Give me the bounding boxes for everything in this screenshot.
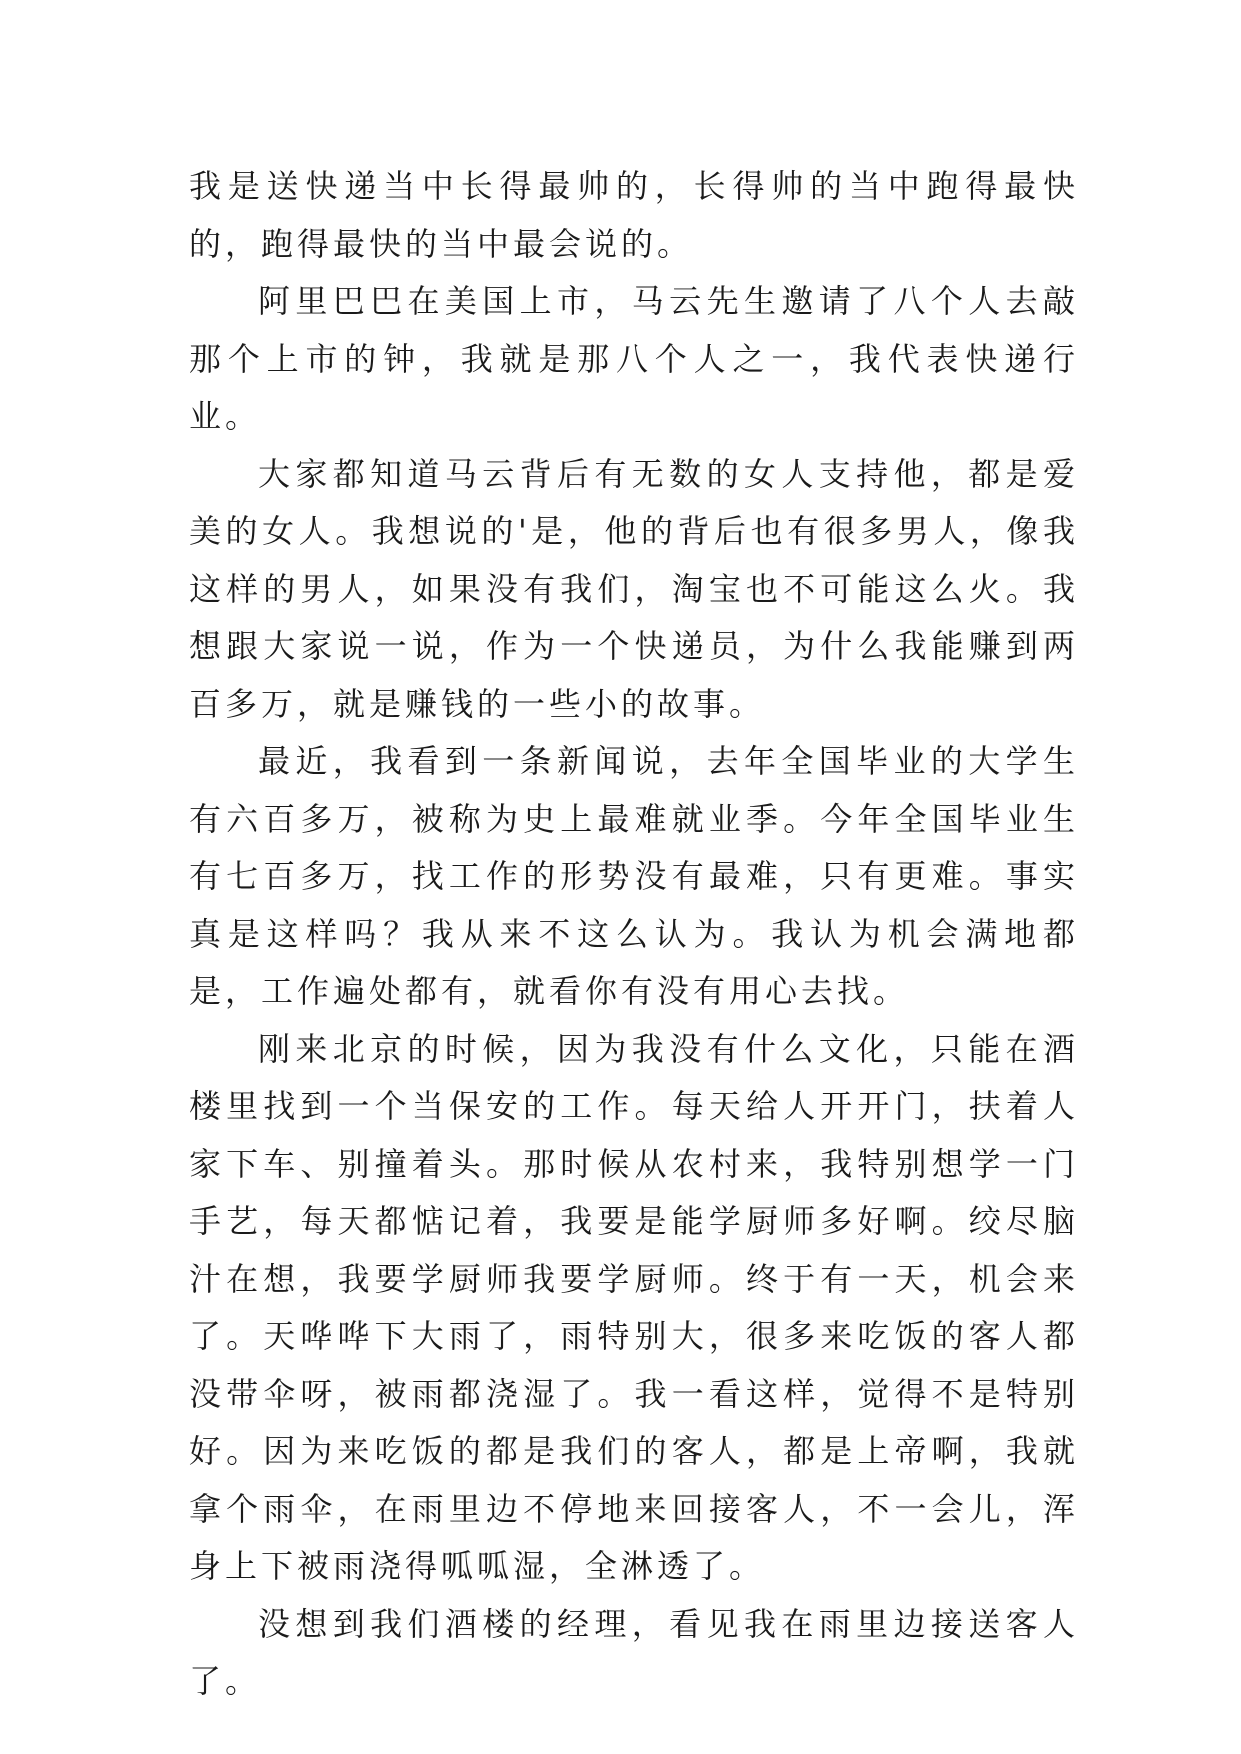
paragraph: 刚来北京的时候，因为我没有什么文化，只能在酒楼里找到一个当保安的工作。每天给人开开门，扶着人家下车、别撞着头。那时候从农村来，我特别想学一门手艺，每天都惦记着，我要是能学厨师多好啊。绞尽脑汁在想，我要学厨师我要学厨师。终于有一天，机会来了。天哗哗下大雨了，雨特别大，很多来吃饭的客人都没带伞呀，被雨都浇湿了。我一看这样，觉得不是特别好。因为来吃饭的都是我们的客人，都是上帝啊，我就拿个雨伞，在雨里边不停地来回接客人，不一会儿，浑身上下被雨浇得呱呱湿，全淋透了。: [189, 1029, 1079, 1585]
paragraph: 阿里巴巴在美国上市，马云先生邀请了八个人去敲那个上市的钟，我就是那八个人之一，我代表快递行业。: [189, 282, 1079, 435]
paragraph: 大家都知道马云背后有无数的女人支持他，都是爱美的女人。我想说的'是，他的背后也有很多男人，像我这样的男人，如果没有我们，淘宝也不可能这么火。我想跟大家说一说，作为一个快递员，为什么我能赚到两百多万，就是赚钱的一些小的故事。: [189, 454, 1079, 723]
paragraph: 最近，我看到一条新闻说，去年全国毕业的大学生有六百多万，被称为史上最难就业季。今年全国毕业生有七百多万，找工作的形势没有最难，只有更难。事实真是这样吗？我从来不这么认为。我认为机会满地都是，工作遍处都有，就看你有没有用心去找。: [189, 742, 1079, 1010]
document-page: [189, 158, 1079, 1711]
paragraph: 没想到我们酒楼的经理，看见我在雨里边接送客人了。: [189, 1604, 1079, 1700]
paragraph: 我是送快递当中长得最帅的，长得帅的当中跑得最快的，跑得最快的当中最会说的。: [189, 167, 1079, 263]
